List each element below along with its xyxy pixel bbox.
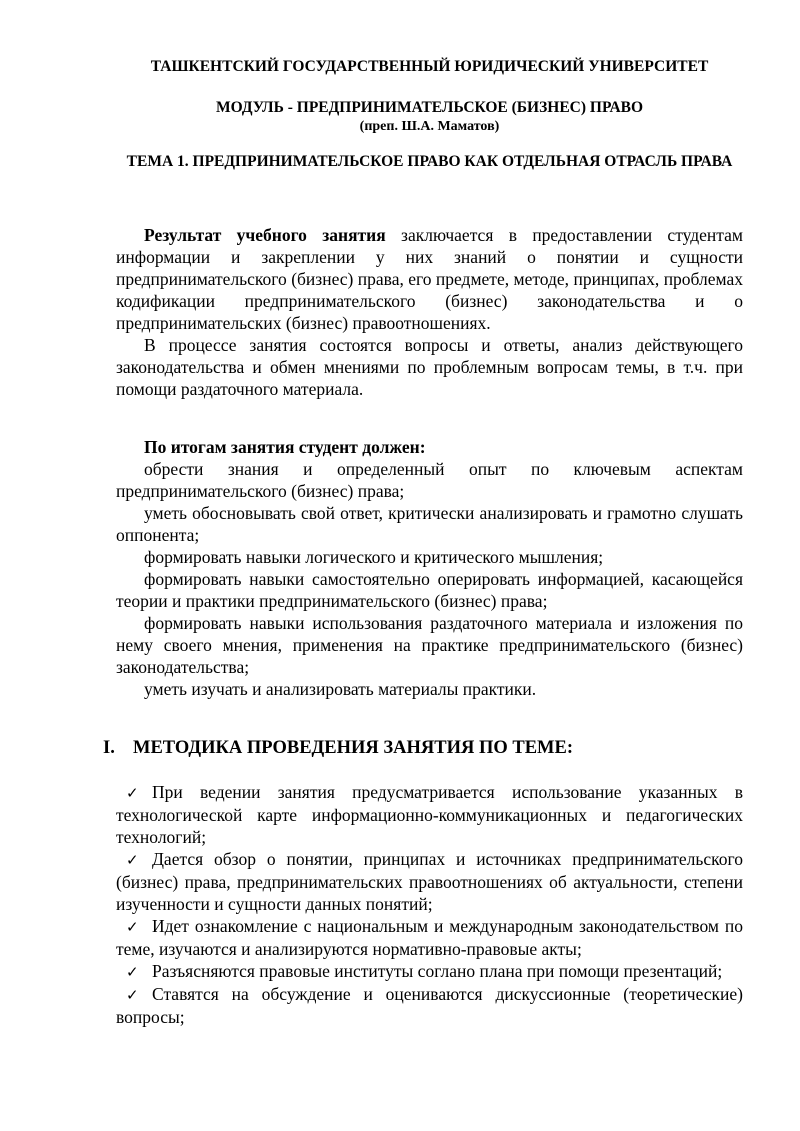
result-lead: Результат учебного занятия (144, 225, 386, 245)
method-item-text: При ведении занятия предусматривается использование указанных в технологической карте информационно-коммуникационных и педагогических технологий; (116, 782, 743, 847)
method-item-text: Идет ознакомление с национальным и международным законодательством по теме, изучаются и анализируются нормативно-правовые акты; (116, 916, 743, 959)
method-item (116, 960, 743, 983)
checkmark-icon: ✓ (126, 784, 139, 802)
section-number: I. (103, 738, 115, 758)
checkmark-icon: ✓ (126, 851, 139, 869)
method-item (116, 781, 743, 848)
outcome-item: уметь обосновывать свой ответ, критически анализировать и грамотно слушать оппонента; (116, 503, 743, 545)
method-item-text: Разъясняются правовые институты соглано плана при помощи презентаций; (152, 961, 723, 981)
outcome-item: формировать навыки самостоятельно оперировать информацией, касающейся теории и практики предпринимательского (бизнес) права; (116, 569, 743, 611)
result-text: заключается в предоставлении студентам информации и закреплении у них знаний о понятии и сущности предпринимательского (бизнес) права, его предмете, методе, принципах, проблемах кодификации предпринимательского (бизнес) законодательства и о предпринимательских (бизнес) правоотношениях. (116, 225, 743, 333)
method-item (116, 915, 743, 960)
outcomes-section (116, 436, 743, 700)
outcome-item: формировать навыки использования раздаточного материала и изложения по нему своего мнения, применения на практике предпринимательского (бизнес) законодательства; (116, 613, 743, 677)
checkmark-icon: ✓ (126, 918, 139, 936)
checkmark-icon: ✓ (126, 986, 139, 1004)
university-name: ТАШКЕНТСКИЙ ГОСУДАРСТВЕННЫЙ ЮРИДИЧЕСКИЙ УНИВЕРСИТЕТ (150, 58, 709, 75)
teacher-name: (преп. Ш.А. Маматов) (359, 119, 500, 134)
method-item (116, 983, 743, 1028)
process-paragraph: В процессе занятия состоятся вопросы и ответы, анализ действующего законодательства и обмен мнениями по проблемным вопросам темы, в т.ч. при помощи раздаточного материала. (116, 335, 743, 399)
outcomes-heading: По итогам занятия студент должен: (144, 437, 426, 457)
section-title: МЕТОДИКА ПРОВЕДЕНИЯ ЗАНЯТИЯ ПО ТЕМЕ: (133, 738, 573, 758)
result-section (116, 224, 743, 400)
method-item-text: Ставятся на обсуждение и оцениваются дискуссионные (теоретические) вопросы; (116, 984, 743, 1027)
method-list (116, 781, 743, 1028)
outcome-item: формировать навыки логического и критического мышления; (144, 547, 604, 567)
module-title: МОДУЛЬ - ПРЕДПРИНИМАТЕЛЬСКОЕ (БИЗНЕС) ПРАВО (215, 99, 644, 116)
topic-title: ТЕМА 1. ПРЕДПРИНИМАТЕЛЬСКОЕ ПРАВО КАК ОТДЕЛЬНАЯ ОТРАСЛЬ ПРАВА (126, 153, 733, 170)
section-heading (103, 737, 743, 759)
checkmark-icon: ✓ (126, 963, 139, 981)
method-item-text: Дается обзор о понятии, принципах и источниках предпринимательского (бизнес) права, предпринимательских правоотношениях об актуальности, степени изученности и сущности данных понятий; (116, 849, 743, 914)
outcome-item: обрести знания и определенный опыт по ключевым аспектам предпринимательского (бизнес) права; (116, 459, 743, 501)
method-item (116, 848, 743, 915)
outcome-item: уметь изучать и анализировать материалы практики. (144, 679, 537, 699)
result-paragraph (116, 224, 743, 334)
